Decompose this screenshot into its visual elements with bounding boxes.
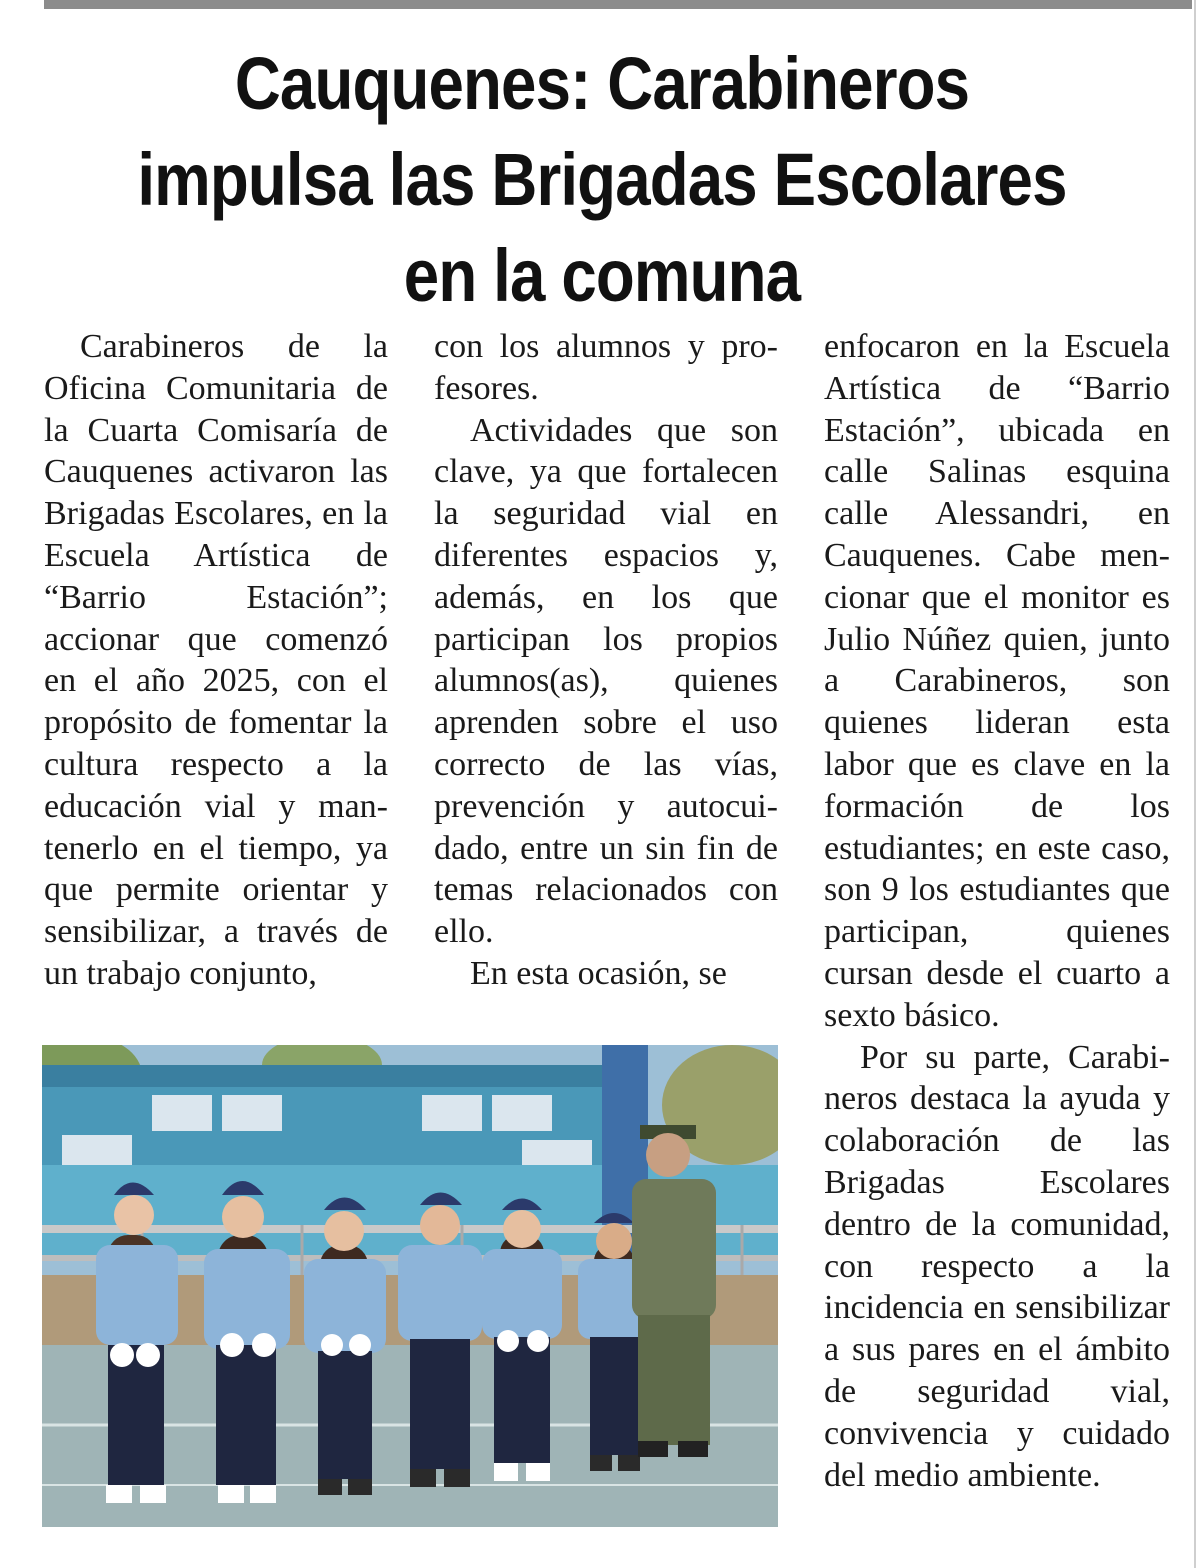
col1-paragraph-1: Carabineros de la Oficina Comunitaria de la Cuarta Comisaría de Cauquenes activaron las Brigadas Escolares, en la Escuela Artística de “Barrio Estación”; accionar que comenzó en el año 2025, con el propósito de fomentar la cultura respecto a la educación vial y mantenerlo en el tiempo, ya que permite orientar y sensibilizar, a través de un trabajo conjunto, — [44, 328, 388, 992]
column-3 — [824, 326, 1170, 1496]
column-1 — [44, 326, 388, 995]
col2-paragraph-continued: con los alumnos y profesores. — [434, 328, 778, 407]
photo-illustration — [42, 1045, 778, 1527]
col3-paragraph-2: Por su parte, Carabineros destaca la ayuda y colaboración de las Brigadas Escolares dentro de la comunidad, con respecto a la incidencia en sensibilizar a sus pares en el ámbito de seguridad vial, convivencia y cuidado del medio ambiente. — [824, 1038, 1170, 1494]
col2-paragraph-3: En esta ocasión, se — [470, 954, 727, 992]
article-photo — [42, 1045, 778, 1527]
col2-paragraph-2: Actividades que son clave, ya que fortalecen la seguridad vial en diferentes espacios y, además, en los que participan los propios alumnos(as), quienes aprenden sobre el uso correcto de las vías, prevención y autocuidado, entre un sin fin de temas relacionados con ello. — [434, 411, 778, 951]
top-rule — [44, 0, 1192, 9]
column-2 — [434, 326, 778, 995]
col3-paragraph-continued: enfocaron en la Escuela Artística de “Barrio Estación”, ubicada en calle Salinas esquina calle Alessandri, en Cauquenes. Cabe mencionar que el monitor es Julio Núñez quien, junto a Carabineros, son quienes lideran esta labor que es clave en la formación de los estudiantes; en este caso, son 9 los estudiantes que participan, quienes cursan desde el cuarto a sexto básico. — [824, 328, 1170, 1034]
headline: Cauquenes: Carabineros impulsa las Brigadas Escolares en la comuna — [137, 42, 1067, 317]
page-edge — [1194, 0, 1196, 1568]
